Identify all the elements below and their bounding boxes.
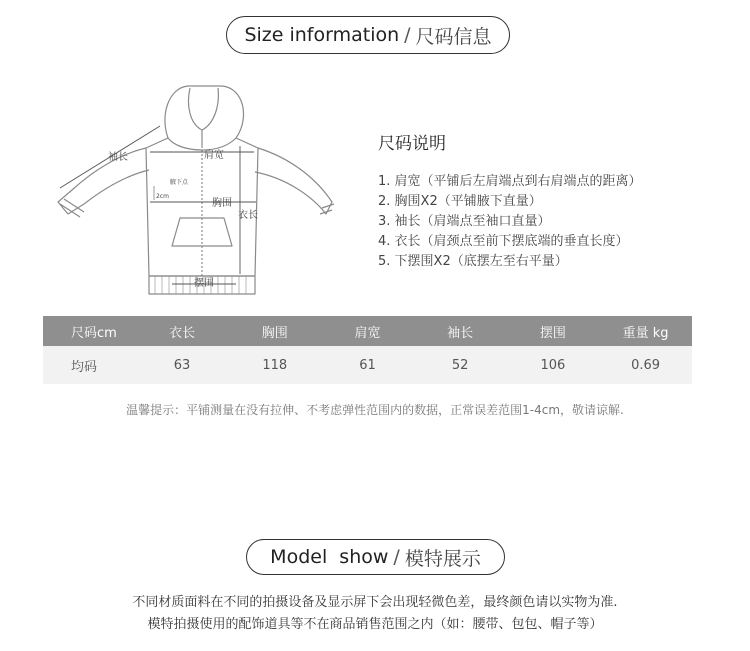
size-notes-list (378, 172, 642, 272)
size-note-item: 3. 袖长（肩端点至袖口直量） (378, 214, 551, 229)
size-note-item: 5. 下摆围X2（底摆左至右平量） (378, 254, 568, 269)
hem-label: 摆围 (194, 278, 214, 289)
size-heading-cn: 尺码信息 (415, 25, 492, 48)
armpit-offset-label: 2cm (156, 193, 169, 200)
size-note-item: 2. 胸围X2（平铺腋下直量） (378, 194, 542, 209)
jacket-measurement-diagram (50, 78, 350, 306)
disclaimer (0, 592, 750, 636)
disclaimer-line: 不同材质面料在不同的拍摄设备及显示屏下会出现轻微色差，最终颜色请以实物为准. (132, 595, 618, 610)
size-heading-en: Size information (244, 24, 400, 46)
measurement-tip: 温馨提示：平铺测量在没有拉伸、不考虑弹性范围内的数据，正常误差范围1-4cm，敬请谅解. (126, 403, 624, 417)
size-heading-separator: / (404, 24, 411, 46)
table-cell: 均码 (43, 346, 136, 384)
table-header-cell: 重量 kg (599, 316, 692, 346)
size-note-item: 1. 肩宽（平铺后左肩端点到右肩端点的距离） (378, 174, 642, 189)
model-heading-separator: / (393, 546, 400, 568)
table-cell: 61 (321, 346, 414, 384)
shoulder-label: 肩宽 (204, 150, 224, 161)
table-header-cell: 胸围 (228, 316, 321, 346)
size-information-heading (226, 16, 510, 54)
table-header-cell: 摆围 (507, 316, 600, 346)
sleeve-label: 袖长 (108, 152, 128, 163)
size-note-item: 4. 衣长（肩颈点至前下摆底端的垂直长度） (378, 234, 629, 249)
length-label: 衣长 (238, 210, 258, 221)
table-row (43, 346, 692, 384)
size-notes-title: 尺码说明 (378, 134, 446, 154)
model-show-heading (246, 539, 505, 575)
model-heading-en: Model show (270, 546, 389, 568)
hood-outline (165, 86, 244, 150)
table-cell: 106 (507, 346, 600, 384)
right-sleeve (255, 148, 332, 214)
table-header-cell: 衣长 (136, 316, 229, 346)
size-table (43, 316, 692, 384)
table-cell: 0.69 (599, 346, 692, 384)
hood-inner (189, 88, 219, 130)
chest-label: 胸围 (212, 198, 232, 209)
disclaimer-line: 模特拍摄使用的配饰道具等不在商品销售范围之内（如：腰带、包包、帽子等） (147, 617, 603, 632)
table-header-cell: 肩宽 (321, 316, 414, 346)
table-cell: 52 (414, 346, 507, 384)
table-cell: 118 (228, 346, 321, 384)
table-header-cell: 尺码cm (43, 316, 136, 346)
table-header-cell: 袖长 (414, 316, 507, 346)
table-cell: 63 (136, 346, 229, 384)
table-header-row (43, 316, 692, 346)
armpit-label: 腋下点 (170, 179, 189, 186)
model-heading-cn: 模特展示 (404, 547, 481, 570)
